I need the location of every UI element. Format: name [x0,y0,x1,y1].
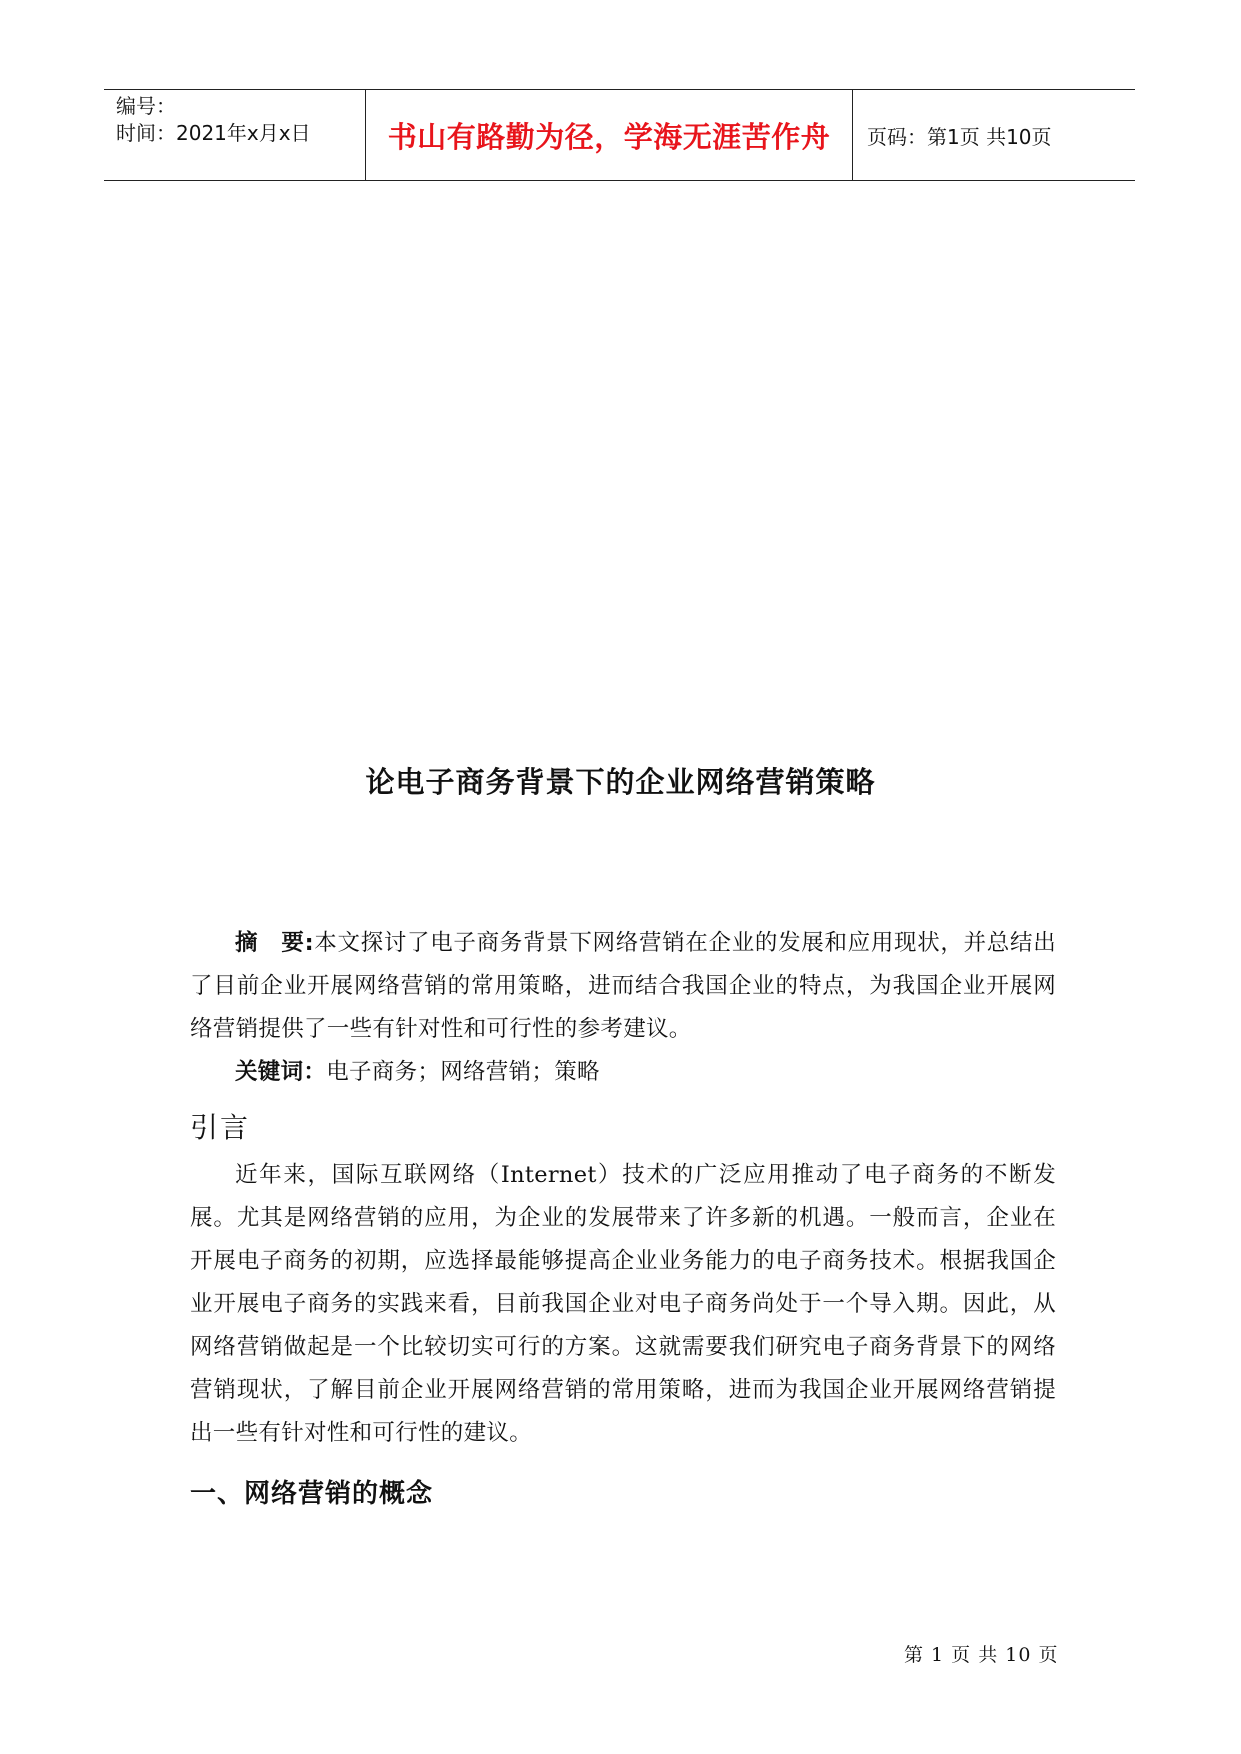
document-title: 论电子商务背景下的企业网络营销策略 [365,765,876,799]
keywords-label: 关键词： [235,1059,327,1085]
date-label: 时间：2021年x月x日 [116,121,311,145]
header-motto: 书山有路勤为径，学海无涯苦作舟 [366,90,853,180]
header-page-info: 页码：第1页 共10页 [867,124,1052,149]
abstract-paragraph [190,922,1056,1051]
number-label: 编号： [116,94,176,118]
document-body [190,922,1056,1510]
section-heading: 一、网络营销的概念 [190,1479,434,1509]
intro-heading: 引言 [190,1111,251,1144]
abstract-text: 本文探讨了电子商务背景下网络营销在企业的发展和应用现状，并总结出了目前企业开展网络营销的常用策略，进而结合我国企业的特点，为我国企业开展网络营销提供了一些有针对性和可行性的参考建议。 [190,930,1056,1042]
header-meta-cell [104,90,366,180]
keywords-text: 电子商务；网络营销；策略 [326,1059,600,1085]
keywords-paragraph [190,1051,1056,1094]
page-footer: 第 1 页 共 10 页 [904,1644,1059,1666]
intro-paragraph: 近年来，国际互联网络（Internet）技术的广泛应用推动了电子商务的不断发展。尤其是网络营销的应用，为企业的发展带来了许多新的机遇。一般而言，企业在开展电子商务的初期，应选择最能够提高企业业务能力的电子商务技术。根据我国企业开展电子商务的实践来看，目前我国企业对电子商务尚处于一个导入期。因此，从网络营销做起是一个比较切实可行的方案。这就需要我们研究电子商务背景下的网络营销现状，了解目前企业开展网络营销的常用策略，进而为我国企业开展网络营销提出一些有针对性和可行性的建议。 [190,1162,1056,1446]
abstract-label: 摘 要: [235,930,314,956]
document-header [104,89,1135,181]
